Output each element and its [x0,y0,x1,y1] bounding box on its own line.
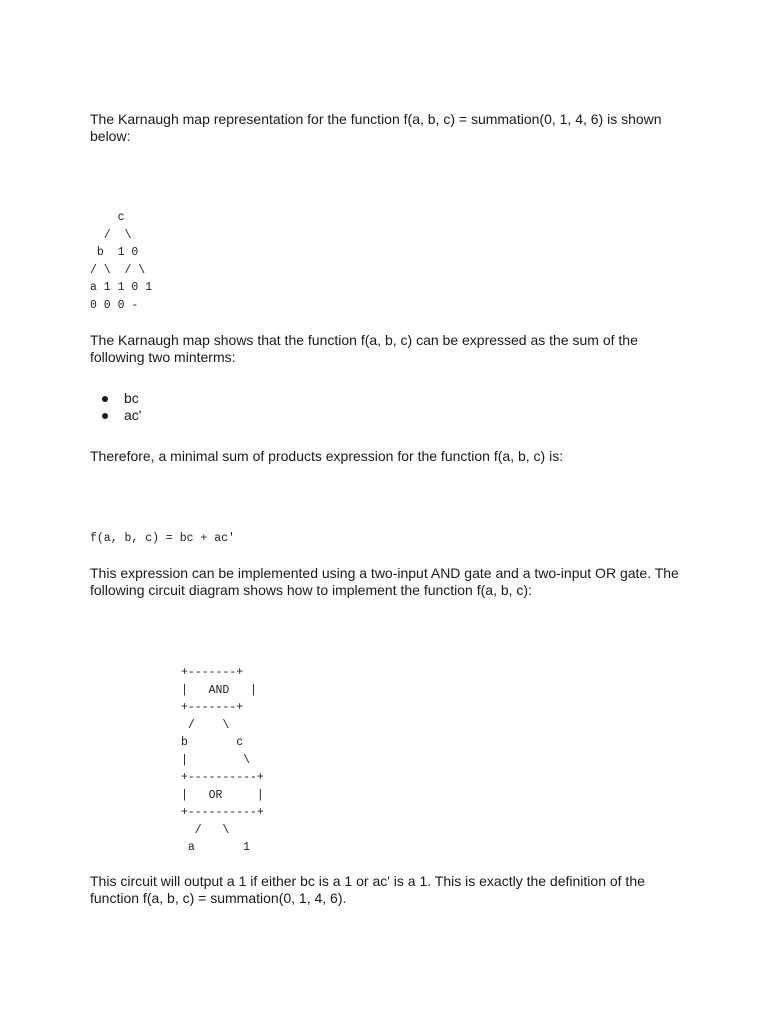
intro-paragraph: The Karnaugh map representation for the function f(a, b, c) = summation(0, 1, 4, 6) is shown below: [90,111,662,144]
list-item [90,407,141,424]
expression-block: f(a, b, c) = bc + ac' [90,532,235,545]
kmap-explanation-paragraph: The Karnaugh map shows that the function f(a, b, c) can be expressed as the sum of the following two minterms: [90,332,638,365]
karnaugh-map-block: c / \ b 1 0 / \ / \ a 1 1 0 1 0 0 0 - [90,211,153,312]
conclusion-paragraph: This circuit will output a 1 if either bc is a 1 or ac' is a 1. This is exactly the definition of the function f(a, b, c) = summation(0, 1, 4, 6). [90,873,645,906]
implementation-paragraph: This expression can be implemented using a two-input AND gate and a two-input OR gate. The following circuit diagram shows how to implement the function f(a, b, c): [90,565,679,598]
minterms-list [90,390,141,424]
bullet-icon [102,413,108,419]
bullet-icon [102,396,108,402]
list-item [90,390,141,407]
circuit-diagram-block: +-------+ | AND | +-------+ / \ b c | \ +----------+ | OR | +----------+ / \ a 1 [181,666,264,854]
therefore-paragraph: Therefore, a minimal sum of products expression for the function f(a, b, c) is: [90,448,564,464]
minterm-text: ac' [124,407,142,423]
minterm-text: bc [124,390,139,406]
